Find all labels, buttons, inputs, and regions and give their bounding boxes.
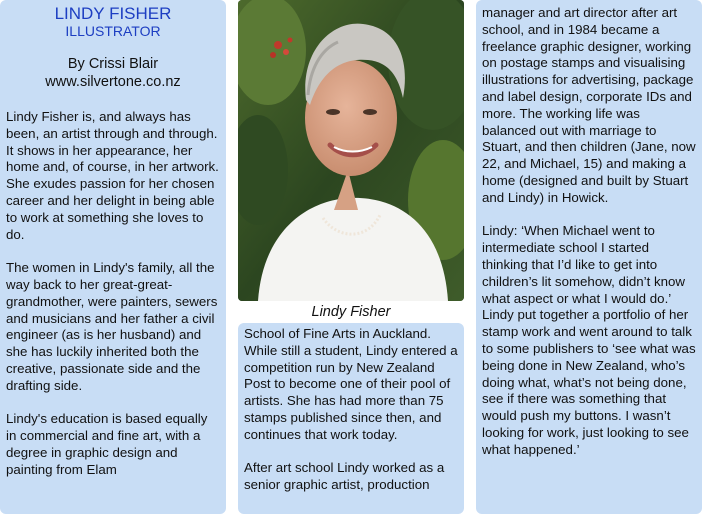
article-subtitle: ILLUSTRATOR bbox=[65, 23, 161, 39]
column3-text bbox=[482, 5, 696, 459]
right-column-panel bbox=[476, 0, 702, 514]
article-title: LINDY FISHER bbox=[54, 4, 172, 23]
paragraph: Lindy: ‘When Michael went to intermediate school I started thinking that I’d like to get into children’s lit somehow, didn’t know what aspect or what I would do.’ Lindy put together a portfolio of her stamp work and went around to talk to some publishers to ‘see what was being done in New Zealand, who’s doing what, what’s not being done, see if there was something that would push my buttons. I wasn’t looking for work, just looking to see what happened.’ bbox=[482, 223, 696, 457]
column1-text bbox=[6, 109, 220, 479]
author-website: www.silvertone.co.nz bbox=[45, 74, 181, 90]
column2-text bbox=[244, 326, 458, 494]
author-name: By Crissi Blair bbox=[67, 56, 159, 72]
paragraph: School of Fine Arts in Auckland. While still a student, Lindy entered a competition run by New Zealand Post to become one of their pool of artists. She has had more than 75 stamps published since then, and continues that work today. bbox=[244, 326, 458, 442]
paragraph: After art school Lindy worked as a senior graphic artist, production bbox=[244, 460, 445, 493]
photo-caption: Lindy Fisher bbox=[311, 304, 391, 320]
paragraph: Lindy's education is based equally in commercial and fine art, with a degree in graphic design and painting from Elam bbox=[6, 411, 208, 477]
middle-column-panel bbox=[238, 323, 464, 514]
paragraph: The women in Lindy's family, all the way back to her great-great-grandmother, were painters, sewers and musicians and her father a civil engineer (as is her husband) and she has luckily inherited both the creative, passionate side and the drafting side. bbox=[6, 260, 218, 393]
paragraph: Lindy Fisher is, and always has been, an artist through and through. It shows in her appearance, her home and, of course, in her artwork. She exudes passion for her chosen career and her delight in being able to work at something she loves to do. bbox=[6, 109, 219, 242]
portrait-photo bbox=[238, 0, 464, 301]
author-byline bbox=[6, 55, 220, 91]
paragraph: manager and art director after art school, and in 1984 became a freelance graphic designer, working on postage stamps and visualising illustrations for advertising, package and label design, corporate IDs and more. The working life was balanced out with marriage to Stuart, and then children (Jane, now 22, and Michael, 15) and making a home (designed and built by Stuart and Lindy) in Howick. bbox=[482, 5, 696, 205]
left-column-panel bbox=[0, 0, 226, 514]
